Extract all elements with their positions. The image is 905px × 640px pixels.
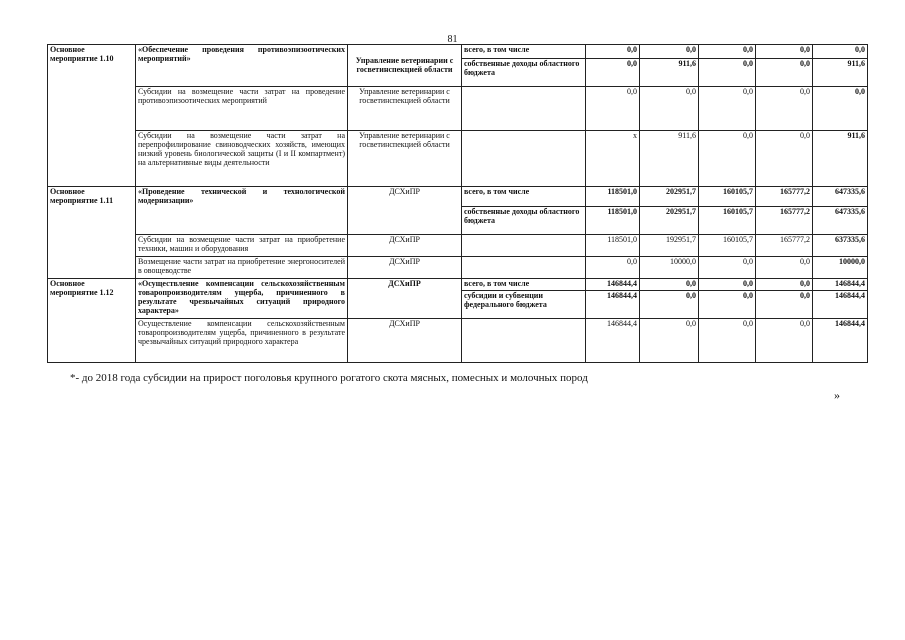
funding-source — [462, 87, 586, 131]
value-cell: 10000,0 — [813, 257, 868, 279]
value-cell: 647335,6 — [813, 187, 868, 207]
funding-source — [462, 257, 586, 279]
value-cell: 0,0 — [586, 45, 640, 59]
measure-name: Основное мероприятие 1.11 — [48, 187, 136, 279]
value-cell: 0,0 — [813, 45, 868, 59]
value-cell: 118501,0 — [586, 187, 640, 207]
measure-description: «Осуществление компенсации сельскохозяйственным товаропроизводителям ущерба, причиненного в результате чрезвычайных ситуаций природного характера» — [136, 279, 348, 319]
value-cell: 146844,4 — [813, 279, 868, 291]
value-cell: 911,6 — [813, 131, 868, 187]
measure-description: «Обеспечение проведения противоэпизоотических мероприятий» — [136, 45, 348, 87]
table-row — [48, 235, 868, 257]
value-cell: 911,6 — [813, 59, 868, 87]
table-row — [48, 45, 868, 59]
value-cell: 165777,2 — [756, 235, 813, 257]
value-cell: 911,6 — [640, 59, 699, 87]
measure-description: Возмещение части затрат на приобретение энергоносителей в овощеводстве — [136, 257, 348, 279]
funding-source — [462, 131, 586, 187]
funding-source: всего, в том числе — [462, 187, 586, 207]
value-cell: х — [586, 131, 640, 187]
page-number: 81 — [447, 34, 458, 45]
value-cell: 0,0 — [699, 59, 756, 87]
executor-cell: ДСХиПР — [348, 319, 462, 363]
value-cell: 0,0 — [699, 319, 756, 363]
measure-description: Осуществление компенсации сельскохозяйственным товаропроизводителям ущерба, причиненного в результате чрезвычайных ситуаций природного характера — [136, 319, 348, 363]
value-cell: 0,0 — [640, 279, 699, 291]
table-row — [48, 257, 868, 279]
value-cell: 0,0 — [640, 87, 699, 131]
value-cell: 0,0 — [813, 87, 868, 131]
executor-cell: ДСХиПР — [348, 257, 462, 279]
value-cell: 0,0 — [699, 279, 756, 291]
value-cell: 0,0 — [756, 319, 813, 363]
value-cell: 647335,6 — [813, 207, 868, 235]
funding-source: всего, в том числе — [462, 45, 586, 59]
value-cell: 0,0 — [586, 59, 640, 87]
value-cell: 118501,0 — [586, 207, 640, 235]
measure-description: Субсидии на возмещение части затрат на проведение противоэпизоотических мероприятий — [136, 87, 348, 131]
measure-description: «Проведение технической и технологической модернизации» — [136, 187, 348, 235]
value-cell: 0,0 — [699, 257, 756, 279]
table-row — [48, 131, 868, 187]
value-cell: 637335,6 — [813, 235, 868, 257]
budget-table — [47, 44, 868, 363]
value-cell: 0,0 — [699, 131, 756, 187]
value-cell: 0,0 — [756, 87, 813, 131]
measure-description: Субсидии на возмещение части затрат на приобретение техники, машин и оборудования — [136, 235, 348, 257]
value-cell: 160105,7 — [699, 187, 756, 207]
value-cell: 192951,7 — [640, 235, 699, 257]
value-cell: 0,0 — [586, 87, 640, 131]
funding-source: собственные доходы областного бюджета — [462, 59, 586, 87]
executor-cell: ДСХиПР — [348, 187, 462, 235]
funding-source: собственные доходы областного бюджета — [462, 207, 586, 235]
executor-cell: Управление ветеринарии с госветинспекцией области — [348, 131, 462, 187]
value-cell: 10000,0 — [640, 257, 699, 279]
value-cell: 202951,7 — [640, 207, 699, 235]
funding-source — [462, 319, 586, 363]
measure-name: Основное мероприятие 1.10 — [48, 45, 136, 187]
value-cell: 0,0 — [756, 59, 813, 87]
value-cell: 0,0 — [756, 45, 813, 59]
executor-cell: ДСХиПР — [348, 235, 462, 257]
value-cell: 118501,0 — [586, 235, 640, 257]
table-row — [48, 87, 868, 131]
value-cell: 165777,2 — [756, 187, 813, 207]
value-cell: 165777,2 — [756, 207, 813, 235]
measure-name: Основное мероприятие 1.12 — [48, 279, 136, 363]
funding-source: субсидии и субвенции федерального бюджета — [462, 291, 586, 319]
table-row — [48, 319, 868, 363]
value-cell: 0,0 — [699, 291, 756, 319]
executor-cell: Управление ветеринарии с госветинспекцией области — [348, 87, 462, 131]
table-row — [48, 279, 868, 291]
value-cell: 146844,4 — [586, 279, 640, 291]
value-cell: 0,0 — [699, 45, 756, 59]
value-cell: 911,6 — [640, 131, 699, 187]
executor-cell: Управление ветеринарии с госветинспекцией области — [348, 45, 462, 87]
value-cell: 0,0 — [586, 257, 640, 279]
funding-source: всего, в том числе — [462, 279, 586, 291]
value-cell: 0,0 — [756, 291, 813, 319]
funding-source — [462, 235, 586, 257]
value-cell: 0,0 — [699, 87, 756, 131]
value-cell: 146844,4 — [586, 319, 640, 363]
value-cell: 0,0 — [640, 45, 699, 59]
executor-cell: ДСХиПР — [348, 279, 462, 319]
value-cell: 160105,7 — [699, 235, 756, 257]
value-cell: 0,0 — [756, 279, 813, 291]
value-cell: 146844,4 — [813, 319, 868, 363]
value-cell: 0,0 — [756, 131, 813, 187]
footnote: *- до 2018 года субсидии на прирост поголовья крупного рогатого скота мясных, помесных и молочных пород — [70, 372, 588, 384]
value-cell: 146844,4 — [586, 291, 640, 319]
value-cell: 146844,4 — [813, 291, 868, 319]
value-cell: 0,0 — [756, 257, 813, 279]
table-row — [48, 187, 868, 207]
value-cell: 0,0 — [640, 291, 699, 319]
measure-description: Субсидии на возмещение части затрат на перепрофилирование свиноводческих хозяйств, имеющих низкий уровень биологической защиты (I и II компартмент) на альтернативные виды деятельности — [136, 131, 348, 187]
value-cell: 160105,7 — [699, 207, 756, 235]
closing-quote-mark: » — [834, 388, 840, 402]
value-cell: 0,0 — [640, 319, 699, 363]
value-cell: 202951,7 — [640, 187, 699, 207]
